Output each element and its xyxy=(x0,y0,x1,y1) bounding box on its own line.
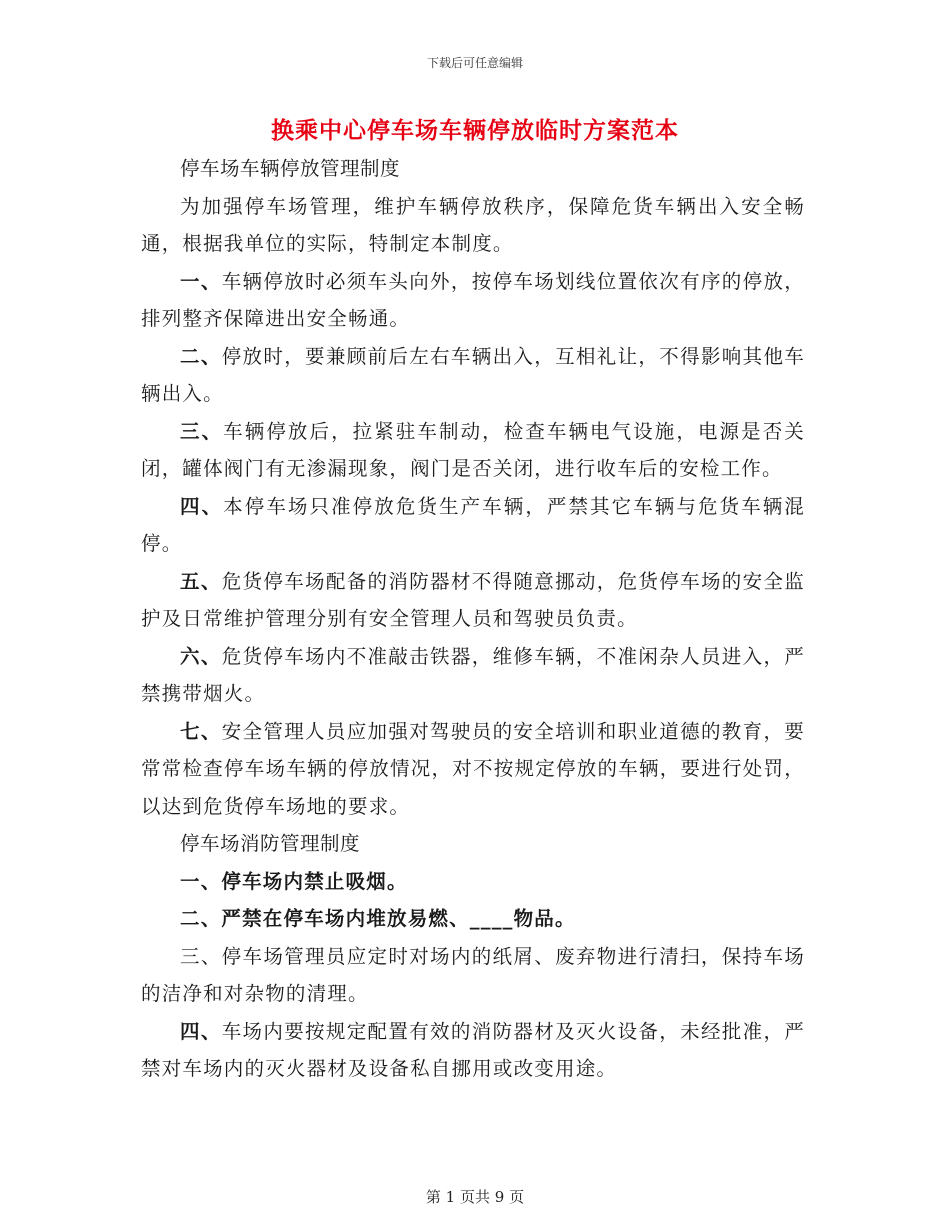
rule-item xyxy=(141,488,805,563)
rule-number: 四、 xyxy=(180,1019,222,1043)
page-footer: 第 1 页共 9 页 xyxy=(425,1188,525,1206)
document-body xyxy=(141,150,805,1088)
rule-item xyxy=(141,338,805,413)
rule-item xyxy=(141,563,805,638)
paragraph-text: 车场内要按规定配置有效的消防器材及灭火设备，未经批准，严禁对车场内的灭火器材及设备私自挪用或改变用途。 xyxy=(141,1019,805,1080)
document-title: 换乘中心停车场车辆停放临时方案范本 xyxy=(271,117,679,144)
paragraph-text: 车辆停放时必须车头向外，按停车场划线位置依次有序的停放，排列整齐保障进出安全畅通。 xyxy=(141,269,805,330)
paragraph xyxy=(141,188,805,263)
paragraph-text: 车辆停放后，拉紧驻车制动，检查车辆电气设施，电源是否关闭，罐体阀门有无渗漏现象，阀门是否关闭，进行收车后的安检工作。 xyxy=(141,419,805,480)
paragraph-text: 二、严禁在停车场内堆放易燃、____物品。 xyxy=(180,907,576,930)
rule-number: 四、 xyxy=(180,494,224,518)
rule-number: 三、 xyxy=(180,419,224,443)
rule-number: 二、 xyxy=(180,344,222,368)
paragraph-text: 为加强停车场管理，维护车辆停放秩序，保障危货车辆出入安全畅通，根据我单位的实际，特制定本制度。 xyxy=(141,194,805,255)
paragraph-text: 停车场车辆停放管理制度 xyxy=(180,157,401,180)
rule-item xyxy=(141,938,805,1013)
paragraph-text: 安全管理人员应加强对驾驶员的安全培训和职业道德的教育，要常常检查停车场车辆的停放情况，对不按规定停放的车辆，要进行处罚，以达到危货停车场地的要求。 xyxy=(141,719,805,818)
section-heading xyxy=(141,825,805,863)
rule-item xyxy=(141,863,805,901)
header-note: 下载后可任意编辑 xyxy=(426,56,523,70)
paragraph-text: 危货停车场内不准敲击铁器，维修车辆，不准闲杂人员进入，严禁携带烟火。 xyxy=(141,644,805,705)
paragraph-text: 危货停车场配备的消防器材不得随意挪动，危货停车场的安全监护及日常维护管理分别有安全管理人员和驾驶员负责。 xyxy=(141,569,805,630)
rule-number: 一、 xyxy=(180,269,222,293)
rule-item xyxy=(141,413,805,488)
rule-item xyxy=(141,713,805,826)
rule-item xyxy=(141,900,805,938)
paragraph-text: 停放时，要兼顾前后左右车辆出入，互相礼让，不得影响其他车辆出入。 xyxy=(141,344,805,405)
paragraph-text: 停车场消防管理制度 xyxy=(180,832,361,855)
rule-number: 六、 xyxy=(180,644,222,668)
rule-number: 五、 xyxy=(180,569,222,593)
rule-number: 七、 xyxy=(180,719,222,743)
rule-item xyxy=(141,1013,805,1088)
paragraph-text: 三、停车场管理员应定时对场内的纸屑、废弃物进行清扫，保持车场的洁净和对杂物的清理。 xyxy=(141,944,805,1005)
rule-item xyxy=(141,638,805,713)
rule-item xyxy=(141,263,805,338)
section-heading xyxy=(141,150,805,188)
paragraph-text: 本停车场只准停放危货生产车辆，严禁其它车辆与危货车辆混停。 xyxy=(141,494,805,555)
paragraph-text: 一、停车场内禁止吸烟。 xyxy=(180,869,408,893)
